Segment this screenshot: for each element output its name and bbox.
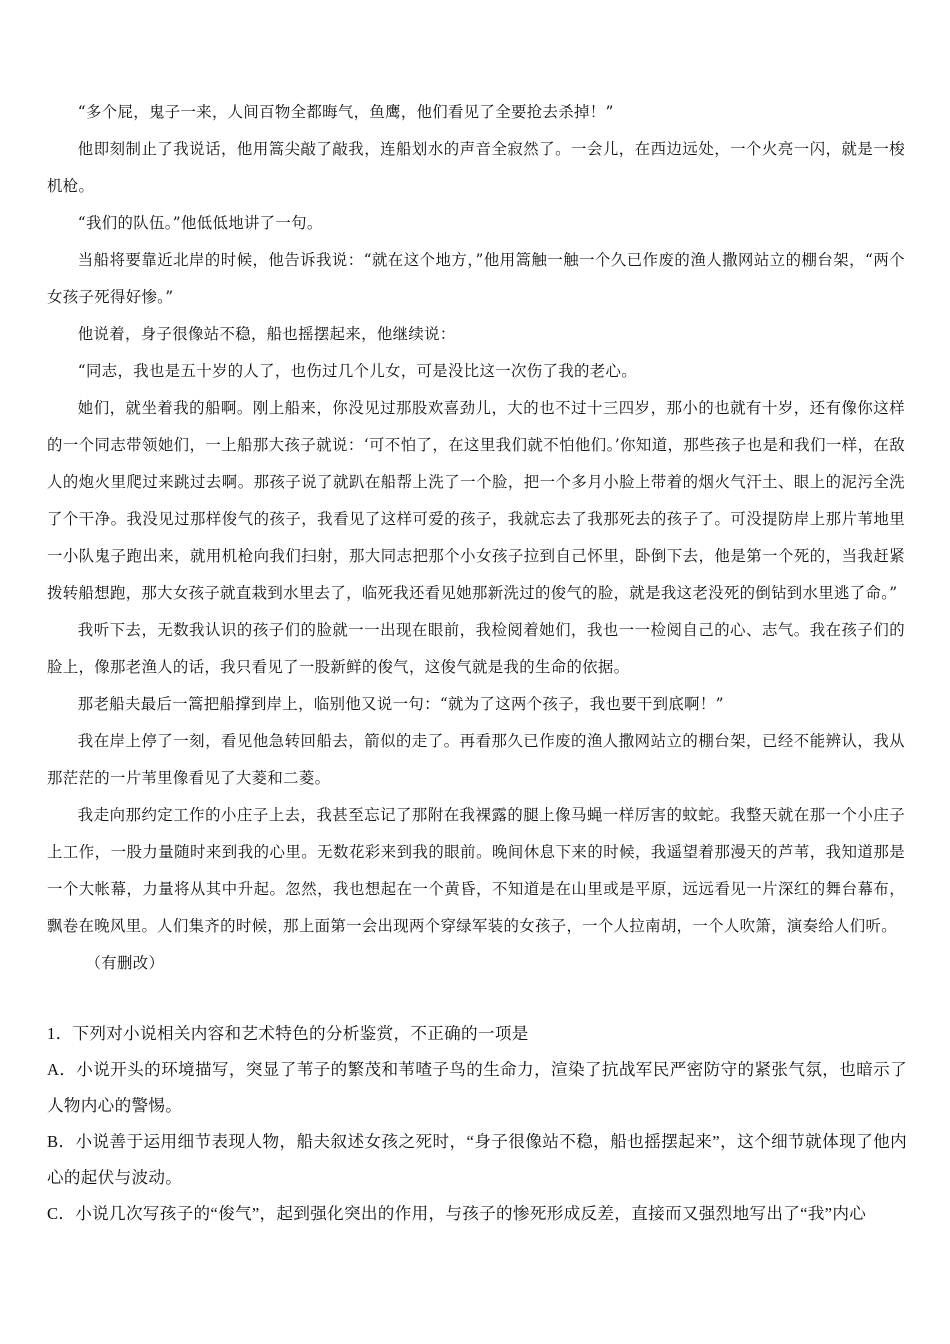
question-stem: 1．下列对小说相关内容和艺术特色的分析鉴赏，不正确的一项是 bbox=[47, 1024, 529, 1043]
story-paragraph: 我听下去，无数我认识的孩子们的脸就一一出现在眼前，我检阅着她们，我也一一检阅自己的心、志气。我在孩子们的脸上，像那老渔人的话，我只看见了一股新鲜的俊气，这俊气就是我的生命的依据。 bbox=[47, 621, 905, 676]
story-paragraph: 当船将要靠近北岸的时候，他告诉我说：“就在这个地方，”他用篙触一触一个久已作废的渔人撒网站立的棚台架，“两个女孩子死得好惨。” bbox=[47, 251, 905, 306]
story-paragraph: “我们的队伍。”他低低地讲了一句。 bbox=[77, 214, 323, 232]
option-c: C．小说几次写孩子的“俊气”，起到强化突出的作用，与孩子的惨死形成反差，直接而又强烈地写出了“我”内心 bbox=[47, 1204, 867, 1223]
story-paragraph: 那老船夫最后一篙把船撑到岸上，临别他又说一句：“就为了这两个孩子，我也要干到底啊！” bbox=[77, 695, 724, 713]
story-paragraph: 她们，就坐着我的船啊。刚上船来，你没见过那股欢喜劲儿，大的也不过十三四岁，那小的也就有十岁，还有像你这样的一个同志带领她们，一上船那大孩子就说：‘可不怕了，在这里我们就不怕他们。’你知道，那些孩子也是和我们一样，在敌人的炮火里爬过来跳过去啊。那孩子说了就趴在船帮上洗了一个脸，把一个多月小脸上带着的烟火气汗土、眼上的泥污全洗了个干净。我没见过那样俊气的孩子，我看见了这样可爱的孩子，我就忘去了我那死去的孩子了。可没提防岸上那片苇地里一小队鬼子跑出来，就用机枪向我们扫射，那大同志把那个小女孩子拉到自己怀里，卧倒下去，他是第一个死的，当我赶紧拨转船想跑，那大女孩子就直栽到水里去了，临死我还看见她那新洗过的俊气的脸，就是我这老没死的倒钻到水里逃了命。” bbox=[47, 399, 905, 602]
story-paragraph: “同志，我也是五十岁的人了，也伤过几个儿女，可是没比这一次伤了我的老心。 bbox=[77, 362, 637, 380]
story-paragraph: “多个屁，鬼子一来，人间百物全都晦气，鱼鹰，他们看见了全要抢去杀掉！” bbox=[77, 103, 614, 121]
story-paragraph: 他即刻制止了我说话，他用篙尖敲了敲我，连船划水的声音全寂然了。一会儿，在西边远处，一个火亮一闪，就是一梭机枪。 bbox=[47, 140, 905, 195]
option-b: B．小说善于运用细节表现人物，船夫叙述女孩之死时，“身子很像站不稳，船也摇摆起来”，这个细节就体现了他内心的起伏与波动。 bbox=[47, 1132, 907, 1187]
story-paragraph: 他说着，身子很像站不稳，船也摇摆起来，他继续说： bbox=[77, 325, 456, 343]
story-passage bbox=[47, 94, 905, 982]
story-paragraph: 我在岸上停了一刻，看见他急转回船去，箭似的走了。再看那久已作废的渔人撒网站立的棚台架，已经不能辨认，我从那茫茫的一片苇里像看见了大菱和二菱。 bbox=[47, 732, 905, 787]
abridged-note: （有删改） bbox=[85, 954, 165, 972]
question-1 bbox=[47, 1016, 907, 1232]
story-paragraph: 我走向那约定工作的小庄子上去，我甚至忘记了那附在我裸露的腿上像马蝇一样厉害的蚊蛇。我整天就在那一个小庄子上工作，一股力量随时来到我的心里。无数花彩来到我的眼前。晚间休息下来的时候，我遥望着那漫天的芦苇，我知道那是一个大帐幕，力量将从其中升起。忽然，我也想起在一个黄昏，不知道是在山里或是平原，远远看见一片深红的舞台幕布，飘卷在晚风里。人们集齐的时候，那上面第一会出现两个穿绿军装的女孩子，一个人拉南胡，一个人吹箫，演奏给人们听。 bbox=[47, 806, 905, 935]
option-a: A．小说开头的环境描写，突显了苇子的繁茂和苇喳子鸟的生命力，渲染了抗战军民严密防守的紧张气氛，也暗示了人物内心的警惕。 bbox=[47, 1060, 907, 1115]
